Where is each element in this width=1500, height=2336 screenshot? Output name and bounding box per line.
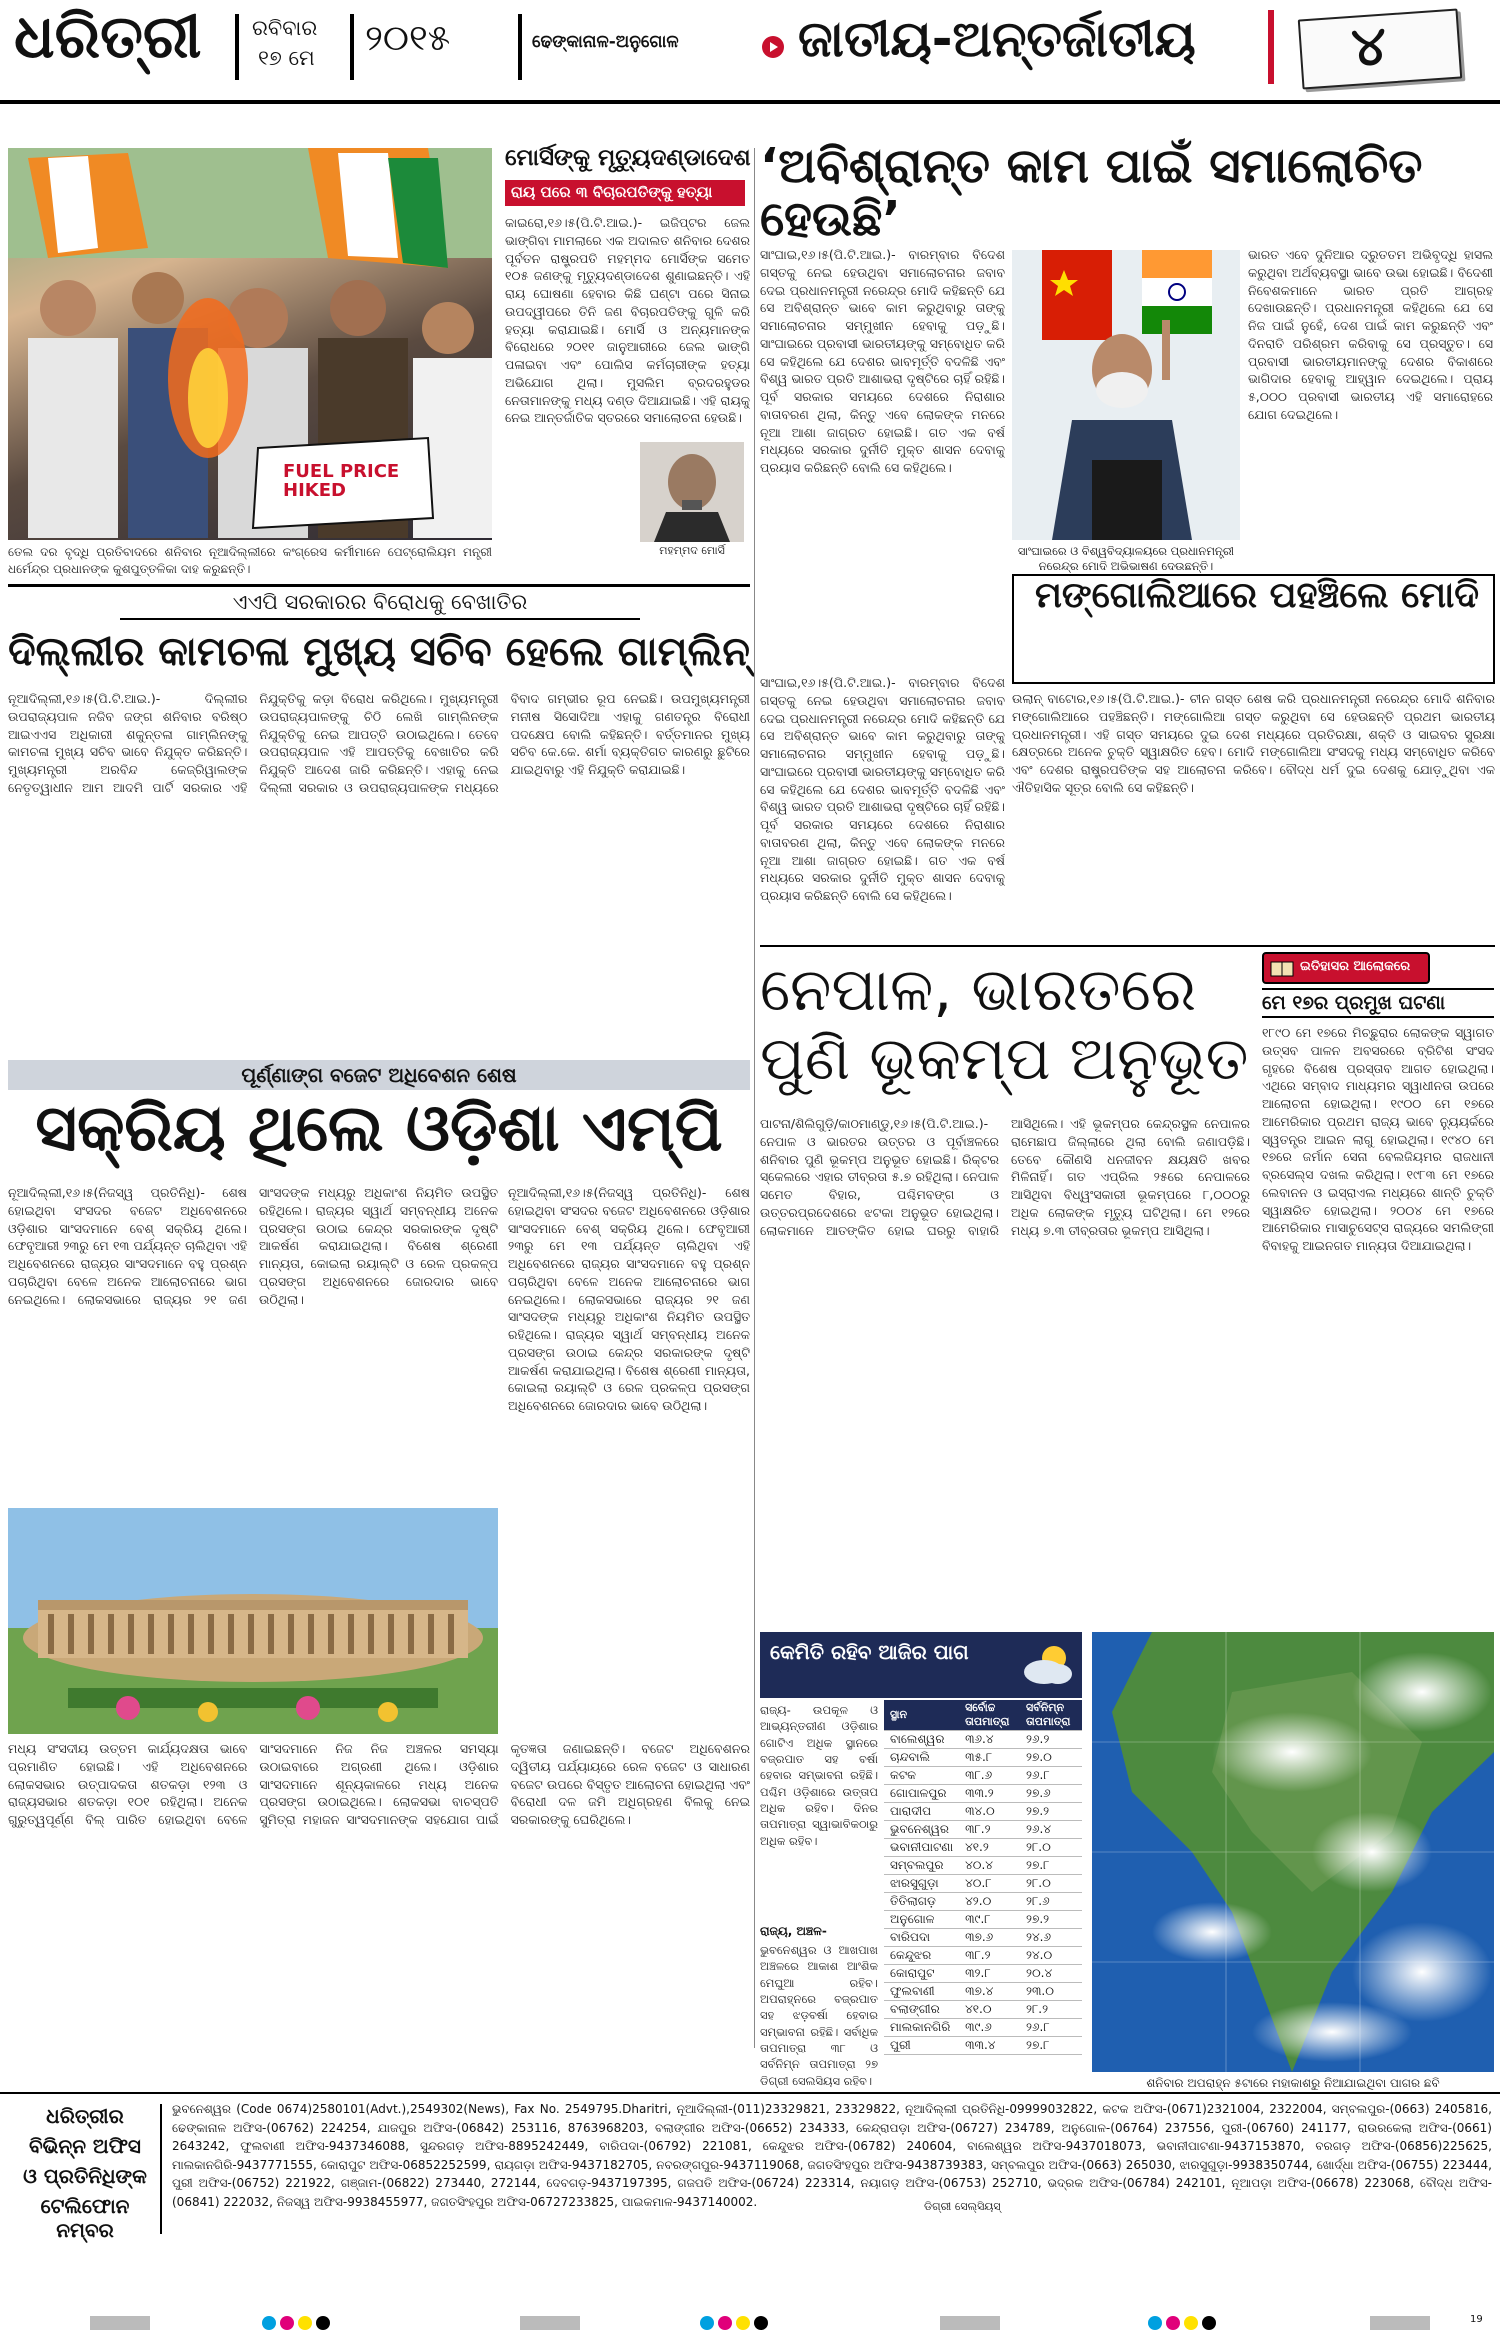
weather-min-cell: ୨୮.୬ <box>1020 1893 1082 1911</box>
cyan-dot <box>262 2316 276 2330</box>
masthead-divider <box>350 14 354 80</box>
weather-table-row <box>884 1875 1082 1893</box>
weather-max-cell: ୩୮.୨ <box>959 1821 1020 1839</box>
weather-header <box>760 1632 1082 1698</box>
black-dot <box>316 2316 330 2330</box>
weather-min-cell: ୨୭.୦ <box>1020 1749 1082 1767</box>
weather-section-label: ରାଜ୍ୟ, ଅଞ୍ଚଳ- <box>760 1924 827 1938</box>
gray-bar <box>1370 2316 1430 2330</box>
history-title: ମେ ୧୭ର ପ୍ରମୁଖ ଘଟଣା <box>1262 988 1494 1018</box>
page-marker: 19 <box>1470 2314 1483 2325</box>
weather-intro-text: ରାଜ୍ୟ- ଉପକୂଳ ଓ ଆଭ୍ୟନ୍ତରୀଣ ଓଡ଼ିଶାର ଗୋଟିଏ ଅଧିକ ସ୍ଥାନରେ ବଜ୍ରପାତ ସହ ବର୍ଷା ହେବାର ସମ୍ଭାବନା ରହିଛି। ପଶ୍ଚିମ ଓଡ଼ିଶାରେ ଉତ୍ତାପ ଅଧିକ ରହିବ। ଦିନର ତାପମାତ୍ରା ସ୍ୱାଭାବିକଠାରୁ ଅଧିକ ରହିବ। <box>760 1703 878 1848</box>
weather-table-row <box>884 1947 1082 1965</box>
weather-max-cell: ୩୭.୬ <box>959 1929 1020 1947</box>
weather-min-cell: ୨୭.୮ <box>1020 2037 1082 2055</box>
weather-place-cell: ସମ୍ବଲପୁର <box>884 1857 959 1875</box>
black-dot <box>754 2316 768 2330</box>
weather-table-row <box>884 2001 1082 2019</box>
modi-body-left: ସାଂଘାଇ,୧୬।୫(ପି.ଟି.ଆଇ.)- ବାରମ୍ବାର ବିଦେଶ ଗସ୍ତକୁ ନେଇ ହେଉଥିବା ସମାଲୋଚନାର ଜବାବ ଦେଇ ପ୍ରଧାନମନ୍ତ୍ରୀ ନରେନ୍ଦ୍ର ମୋଦି କହିଛନ୍ତି ଯେ ସେ ଅବିଶ୍ରାନ୍ତ ଭାବେ କାମ କରୁଥିବାରୁ ତାଙ୍କୁ ସମାଲୋଚନାର ସମ୍ମୁଖୀନ ହେବାକୁ ପଡ଼ୁଛି। ସାଂଘାଇରେ ପ୍ରବାସୀ ଭାରତୀୟଙ୍କୁ ସମ୍ବୋଧିତ କରି ସେ କହିଥିଲେ ଯେ ଦେଶର ଭାବମୂର୍ତ୍ତି ବଦଳିଛି ଏବଂ ବିଶ୍ୱ ଭାରତ ପ୍ରତି ଆଶାଭରା ଦୃଷ୍ଟିରେ ଚାହିଁ ରହିଛି। ପୂର୍ବ ସରକାର ସମୟରେ ଦେଶରେ ନିରାଶାର ବାତାବରଣ ଥିଲା, କିନ୍ତୁ ଏବେ ଲୋକଙ୍କ ମନରେ ନୂଆ ଆଶା ଜାଗ୍ରତ ହୋଇଛି। ଗତ ଏକ ବର୍ଷ ମଧ୍ୟରେ ସରକାର ଦୁର୍ନୀତି ମୁକ୍ତ ଶାସନ ଦେବାକୁ ପ୍ରୟାସ କରିଛନ୍ତି ବୋଲି ସେ କହିଥିଲେ। <box>760 247 1005 475</box>
weather-max-cell: ୪୦.୪ <box>959 1857 1020 1875</box>
weather-place-cell: ବାରିପଦା <box>884 1929 959 1947</box>
weather-table-row <box>884 1893 1082 1911</box>
masthead <box>0 0 1500 100</box>
aap-headline: ଦିଲ୍ଲୀର କାମଚଳା ମୁଖ୍ୟ ସଚିବ ହେଲେ ଗାମ୍ଲିନ୍ <box>8 629 750 675</box>
weather-table <box>884 1700 1082 2055</box>
weather-place-cell: ଅନୁଗୋଳ <box>884 1911 959 1929</box>
weather-min-cell: ୨୬.୮ <box>1020 2019 1082 2037</box>
weather-max-cell: ୩୨.୮ <box>959 1965 1020 1983</box>
weather-table-row <box>884 1749 1082 1767</box>
masthead-weekday: ରବିବାର <box>252 16 318 40</box>
parliament-photo <box>8 1508 498 1734</box>
weather-place-cell: ବାଲେଶ୍ୱର <box>884 1731 959 1749</box>
footer-top-rule <box>0 2092 1500 2094</box>
aap-top-rule <box>8 584 750 587</box>
parliament-kicker-text: ପୂର୍ଣ୍ଣାଙ୍ଗ ବଜେଟ ଅଧିବେଶନ ଶେଷ <box>241 1063 517 1087</box>
protest-photo <box>8 148 492 540</box>
nepal-top-rule <box>760 945 1495 947</box>
weather-table-row <box>884 1983 1082 2001</box>
magenta-dot <box>1166 2316 1180 2330</box>
cyan-dot <box>1148 2316 1162 2330</box>
yellow-dot <box>298 2316 312 2330</box>
parliament-body-top: ନୂଆଦିଲ୍ଲୀ,୧୬।୫(ନିଜସ୍ୱ ପ୍ରତିନିଧି)- ଶେଷ ହୋଇଥିବା ସଂସଦର ବଜେଟ ଅଧିବେଶନରେ ଓଡ଼ିଶାର ସାଂସଦମାନେ ବେଶ୍ ସକ୍ରିୟ ଥିଲେ। ଫେବୃଆରୀ ୨୩ରୁ ମେ ୧୩ ପର୍ଯ୍ୟନ୍ତ ଚାଲିଥିବା ଏହି ଅଧିବେଶନରେ ରାଜ୍ୟର ସାଂସଦମାନେ ବହୁ ପ୍ରଶ୍ନ ପଚାରିଥିବା ବେଳେ ଅନେକ ଆଲୋଚନାରେ ଭାଗ ନେଇଥିଲେ। ଲୋକସଭାରେ ରାଜ୍ୟର ୨୧ ଜଣ ସାଂସଦଙ୍କ ମଧ୍ୟରୁ ଅଧିକାଂଶ ନିୟମିତ ଉପସ୍ଥିତ ରହିଥିଲେ। ରାଜ୍ୟର ସ୍ୱାର୍ଥ ସମ୍ବନ୍ଧୀୟ ଅନେକ ପ୍ରସଙ୍ଗ ଉଠାଇ କେନ୍ଦ୍ର ସରକାରଙ୍କ ଦୃଷ୍ଟି ଆକର୍ଷଣ କରାଯାଇଥିଲା। ବିଶେଷ ଶ୍ରେଣୀ ମାନ୍ୟତା, କୋଇଲା ରୟାଲ୍ଟି ଓ ରେଳ ପ୍ରକଳ୍ପ ପ୍ରସଙ୍ଗ ଅଧିବେଶନରେ ଜୋରଦାର ଭାବେ ଉଠିଥିଲା। <box>8 1185 498 1307</box>
satellite-caption: ଶନିବାର ଅପରାହ୍ନ ୫ଟାରେ ମହାକାଶରୁ ନିଆଯାଇଥିବା ପାଗର ଛବି <box>1146 2076 1440 2090</box>
weather-min-cell: ୨୮.୦ <box>1020 1839 1082 1857</box>
parliament-body-bottom: ମଧ୍ୟ ସଂସଦୀୟ ଉତ୍ତମ କାର୍ଯ୍ୟଦକ୍ଷତା ଭାବେ ପ୍ରମାଣିତ ହୋଇଛି। ଏହି ଅଧିବେଶନରେ ଲୋକସଭାର ଉତ୍ପାଦକତା ଶତକଡ଼ା ୧୨୩ ଓ ରାଜ୍ୟସଭାର ଶତକଡ଼ା ୧୦୧ ରହିଥିଲା। ଅନେକ ଗୁରୁତ୍ୱପୂର୍ଣ୍ଣ ବିଲ୍ ପାରିତ ହୋଇଥିବା ବେଳେ ସାଂସଦମାନେ ନିଜ ନିଜ ଅଞ୍ଚଳର ସମସ୍ୟା ଉଠାଇବାରେ ଅଗ୍ରଣୀ ଥିଲେ। ଓଡ଼ିଶାର ସାଂସଦମାନେ ଶୂନ୍ୟକାଳରେ ମଧ୍ୟ ଅନେକ ପ୍ରସଙ୍ଗ ଉଠାଇଥିଲେ। ଲୋକସଭା ବାଚସ୍ପତି ସୁମିତ୍ରା ମହାଜନ ସାଂସଦମାନଙ୍କ ସହଯୋଗ ପାଇଁ କୃତଜ୍ଞତା ଜଣାଇଛନ୍ତି। ବଜେଟ ଅଧିବେଶନର ଦ୍ୱିତୀୟ ପର୍ଯ୍ୟାୟରେ ରେଳ ବଜେଟ ଓ ସାଧାରଣ ବଜେଟ ଉପରେ ବିସ୍ତୃତ ଆଲୋଚନା ହୋଇଥିଲା ଏବଂ ବିରୋଧୀ ଦଳ ଜମି ଅଧିଗ୍ରହଣ ବିଲକୁ ନେଇ ସରକାରଙ୍କୁ ଘେରିଥିଲେ। <box>8 1741 750 1827</box>
history-body: ୧୮୯୦ ମେ ୧୭ରେ ମିଚ୍ଛୁରାର ଲୋକଙ୍କ ସ୍ୱାଗତ ଉତ୍ସବ ପାଳନ ଅବସରରେ ବ୍ରିଟିଶ ସଂସଦ ଗୃହରେ ବିଶେଷ ପ୍ରସ୍ତାବ ଆଗତ ହୋଇଥିଲା। ଏଥିରେ ସମ୍ବାଦ ମାଧ୍ୟମର ସ୍ୱାଧୀନତା ଉପରେ ଆଲୋଚନା ହୋଇଥିଲା। ୧୯୦୦ ମେ ୧୭ରେ ଆମେରିକାର ପ୍ରଥମ ରାଜ୍ୟ ଭାବେ ନ୍ୟୁୟର୍କରେ ସ୍ୱତନ୍ତ୍ର ଆଇନ ଲାଗୁ ହୋଇଥିଲା। ୧୯୪୦ ମେ ୧୭ରେ ଜର୍ମାନ ସେନା ବେଲଜିୟମର ରାଜଧାନୀ ବ୍ରସେଲ୍ସ ଦଖଲ କରିଥିଲା। ୧୯୮୩ ମେ ୧୭ରେ ଲେବାନନ ଓ ଇସ୍ରାଏଲ ମଧ୍ୟରେ ଶାନ୍ତି ଚୁକ୍ତି ସ୍ୱାକ୍ଷରିତ ହୋଇଥିଲା। ୨୦୦୪ ମେ ୧୭ରେ ଆମେରିକାର ମାସାଚୁସେଟ୍ସ ରାଜ୍ୟରେ ସମଲିଙ୍ଗୀ ବିବାହକୁ ଆଇନଗତ ମାନ୍ୟତା ଦିଆଯାଇଥିଲା। <box>1262 1025 1494 1253</box>
modi-photo <box>1012 250 1240 540</box>
weather-max-cell: ୩୮.୬ <box>959 1767 1020 1785</box>
weather-col-place: ସ୍ଥାନ <box>884 1700 959 1731</box>
page-number: ୪ <box>1349 13 1389 79</box>
parliament-kicker <box>8 1060 750 1090</box>
weather-table-row <box>884 1857 1082 1875</box>
footer-label <box>10 2104 162 2242</box>
modi-photo-caption: ସାଂଘାଇରେ ଓ ବିଶ୍ୱବିଦ୍ୟାଳୟରେ ପ୍ରଧାନମନ୍ତ୍ରୀ ନରେନ୍ଦ୍ର ମୋଦି ଅଭିଭାଷଣ ଦେଉଛନ୍ତି। <box>1017 544 1235 573</box>
weather-place-cell: ଚାନ୍ଦବାଲି <box>884 1749 959 1767</box>
column-divider <box>754 148 755 2048</box>
weather-max-cell: ୩୩.୨ <box>959 1785 1020 1803</box>
black-dot <box>1202 2316 1216 2330</box>
weather-table-row <box>884 1839 1082 1857</box>
weather-min-cell: ୨୬.୮ <box>1020 1767 1082 1785</box>
weather-place-cell: ଝାରସୁଗୁଡ଼ା <box>884 1875 959 1893</box>
weather-max-cell: ୩୪.୦ <box>959 1803 1020 1821</box>
aap-body: ନୂଆଦିଲ୍ଲୀ,୧୬।୫(ପି.ଟି.ଆଇ.)- ଦିଲ୍ଲୀର ଉପରାଜ୍ୟପାଳ ନଜିବ ଜଙ୍ଗ ଶନିବାର ବରିଷ୍ଠ ଆଇଏଏସ ଅଧିକାରୀ ଶକୁନ୍ତଳା ଗାମ୍ଲିନଙ୍କୁ କାମଚଳା ମୁଖ୍ୟ ସଚିବ ଭାବେ ନିଯୁକ୍ତ କରିଛନ୍ତି। ମୁଖ୍ୟମନ୍ତ୍ରୀ ଅରବିନ୍ଦ କେଜ୍ରିୱାଲଙ୍କ ନେତୃତ୍ୱାଧୀନ ଆମ ଆଦମି ପାର୍ଟି ସରକାର ଏହି ନିଯୁକ୍ତିକୁ କଡ଼ା ବିରୋଧ କରିଥିଲେ। ମୁଖ୍ୟମନ୍ତ୍ରୀ ଉପରାଜ୍ୟପାଳଙ୍କୁ ଚିଠି ଲେଖି ଗାମ୍ଲିନଙ୍କ ନିଯୁକ୍ତିକୁ ନେଇ ଆପତ୍ତି ଉଠାଇଥିଲେ। ତେବେ ଉପରାଜ୍ୟପାଳ ଏହି ଆପତ୍ତିକୁ ବେଖାତିର କରି ନିଯୁକ୍ତି ଆଦେଶ ଜାରି କରିଛନ୍ତି। ଏହାକୁ ନେଇ ଦିଲ୍ଲୀ ସରକାର ଓ ଉପରାଜ୍ୟପାଳଙ୍କ ମଧ୍ୟରେ ବିବାଦ ଗମ୍ଭୀର ରୂପ ନେଇଛି। ଉପମୁଖ୍ୟମନ୍ତ୍ରୀ ମନୀଷ ସିସୋଦିଆ ଏହାକୁ ଗଣତନ୍ତ୍ର ବିରୋଧୀ ପଦକ୍ଷେପ ବୋଲି କହିଛନ୍ତି। ବର୍ତ୍ତମାନର ମୁଖ୍ୟ ସଚିବ କେ.କେ. ଶର୍ମା ବ୍ୟକ୍ତିଗତ କାରଣରୁ ଛୁଟିରେ ଯାଇଥିବାରୁ ଏହି ନିଯୁକ୍ତି କରାଯାଇଛି। <box>8 691 750 795</box>
parliament-body-right: ନୂଆଦିଲ୍ଲୀ,୧୬।୫(ନିଜସ୍ୱ ପ୍ରତିନିଧି)- ଶେଷ ହୋଇଥିବା ସଂସଦର ବଜେଟ ଅଧିବେଶନରେ ଓଡ଼ିଶାର ସାଂସଦମାନେ ବେଶ୍ ସକ୍ରିୟ ଥିଲେ। ଫେବୃଆରୀ ୨୩ରୁ ମେ ୧୩ ପର୍ଯ୍ୟନ୍ତ ଚାଲିଥିବା ଏହି ଅଧିବେଶନରେ ରାଜ୍ୟର ସାଂସଦମାନେ ବହୁ ପ୍ରଶ୍ନ ପଚାରିଥିବା ବେଳେ ଅନେକ ଆଲୋଚନାରେ ଭାଗ ନେଇଥିଲେ। ଲୋକସଭାରେ ରାଜ୍ୟର ୨୧ ଜଣ ସାଂସଦଙ୍କ ମଧ୍ୟରୁ ଅଧିକାଂଶ ନିୟମିତ ଉପସ୍ଥିତ ରହିଥିଲେ। ରାଜ୍ୟର ସ୍ୱାର୍ଥ ସମ୍ବନ୍ଧୀୟ ଅନେକ ପ୍ରସଙ୍ଗ ଉଠାଇ କେନ୍ଦ୍ର ସରକାରଙ୍କ ଦୃଷ୍ଟି ଆକର୍ଷଣ କରାଯାଇଥିଲା। ବିଶେଷ ଶ୍ରେଣୀ ମାନ୍ୟତା, କୋଇଲା ରୟାଲ୍ଟି ଓ ରେଳ ପ୍ରକଳ୍ପ ପ୍ରସଙ୍ଗ ଅଧିବେଶନରେ ଜୋରଦାର ଭାବେ ଉଠିଥିଲା। <box>508 1185 750 1413</box>
footer-label-line-1: ଧରିତ୍ରୀର <box>46 2104 124 2128</box>
weather-place-cell: ବଲାଙ୍ଗୀର <box>884 2001 959 2019</box>
weather-table-row <box>884 1767 1082 1785</box>
aap-kicker: ଏଏପି ସରକାରର ବିରୋଧକୁ ବେଖାତିର <box>120 590 640 620</box>
yellow-dot <box>736 2316 750 2330</box>
masthead-bottom-rule <box>0 100 1500 104</box>
weather-min-cell: ୨୪.୦ <box>1020 1947 1082 1965</box>
magenta-dot <box>280 2316 294 2330</box>
weather-table-row <box>884 1965 1082 1983</box>
gray-bar <box>940 2316 1000 2330</box>
weather-table-row <box>884 1929 1082 1947</box>
weather-table-header <box>884 1700 1082 1731</box>
weather-footnote: ଡିଗ୍ରୀ ସେଲ୍‌ସିୟସ୍ <box>924 2200 1001 2213</box>
newspaper-logo: ଧରିତ୍ରୀ <box>14 2 202 72</box>
weather-min-cell: ୨୭.୨ <box>1020 1911 1082 1929</box>
weather-cloud-icon <box>1018 1640 1074 1694</box>
weather-place-cell: ଫୁଲବାଣୀ <box>884 1983 959 2001</box>
weather-place-cell: ଭୁବନେଶ୍ୱର <box>884 1821 959 1839</box>
history-label-badge <box>1262 952 1430 984</box>
masthead-year: ୨୦୧୫ <box>365 18 451 59</box>
magenta-dot <box>718 2316 732 2330</box>
weather-min-cell: ୨୬.୪ <box>1020 1821 1082 1839</box>
weather-place-cell: ଭବାନୀପାଟଣା <box>884 1839 959 1857</box>
weather-title: କେମିତି ରହିବ ଆଜିର ପାଗ <box>770 1640 969 1664</box>
weather-table-row <box>884 1731 1082 1749</box>
weather-max-cell: ୩୯.୮ <box>959 1911 1020 1929</box>
weather-min-cell: ୨୮.୨ <box>1020 2001 1082 2019</box>
cyan-dot <box>700 2316 714 2330</box>
masthead-red-divider <box>1268 10 1274 84</box>
protest-placard-text: FUEL PRICE HIKED <box>283 461 400 501</box>
weather-table-row <box>884 1803 1082 1821</box>
weather-max-cell: ୩୩.୪ <box>959 2037 1020 2055</box>
weather-max-cell: ୩୭.୪ <box>959 1983 1020 2001</box>
modi-headline: ‘ଅବିଶ୍ରାନ୍ତ କାମ ପାଇଁ ସମାଲୋଚିତ ହେଉଛି’ <box>760 138 1423 247</box>
weather-col-max: ସର୍ବୋଚ୍ଚ ତାପମାତ୍ରା <box>959 1700 1020 1731</box>
satellite-image <box>1092 1632 1494 2072</box>
weather-min-cell: ୨୬.୨ <box>1020 1731 1082 1749</box>
gray-bar <box>90 2316 150 2330</box>
masthead-divider <box>518 14 522 80</box>
footer-phone-list: ଭୁବନେଶ୍ୱର (Code 0674)2580101(Advt.),2549302(News), Fax No. 2549795.Dharitri, ନୂଆଦିଲ୍ଲୀ-(011)23329821, 23329822, ନୂଆଦିଲ୍ଲୀ ପ୍ରତିନିଧି-09999032822, କଟକ ଅଫିସ-(0671)2321004, 2322004, ସମ୍ବଲପୁର-(0663) 2405816, ଢେଙ୍କାନାଳ ଅଫିସ-(06762) 224254, ଯାଜପୁର ଅଫିସ-(06842) 253116, 8763968203, ବଲାଙ୍ଗୀର ଅଫିସ-(06652) 234333, କେନ୍ଦ୍ରାପଡ଼ା ଅଫିସ-(06727) 234789, ଅନୁଗୋଳ-(06764) 237556, ପୁରୀ-(06760) 241177, ରାଉରକେଲା ଅଫିସ-(0661) 2643242, ଫୁଲବାଣୀ ଅଫିସ-9437346088, ସୁନ୍ଦରଗଡ଼ ଅଫିସ-8895242449, ବାରିପଦା-(06792) 221081, କେନ୍ଦୁଝର ଅଫିସ-(06782) 240604, ବାଲେଶ୍ୱର ଅଫିସ-9437018073, ଭବାନୀପାଟଣା-9437153870, ବରଗଡ଼ ଅଫିସ-(06856)225625, ମାଲକାନଗିରି-9437771555, କୋରାପୁଟ ଅଫିସ-06852252599, ରାୟଗଡ଼ା ଅଫିସ-9437182705, ନବରଙ୍ଗପୁର-9437119068, ଜଗତସିଂହପୁର ଅଫିସ-9438739383, ସମ୍ବଲପୁର ଅଫିସ-(0663) 265030, ଝାରସୁଗୁଡ଼ା-9938350744, ଖୋର୍ଦ୍ଧା ଅଫିସ-(06755) 223444, ପୁରୀ ଅଫିସ-(06752) 221922, ଗଞ୍ଜାମ-(06822) 273440, 272144, ଦେବଗଡ଼-9437197395, ଗଜପତି ଅଫିସ-(06724) 223314, ନୟାଗଡ଼ ଅଫିସ-(06753) 252710, ଭଦ୍ରକ ଅଫିସ-(06784) 242101, ନୂଆପଡ଼ା ଅଫିସ-(06678) 223068, ବୌଦ୍ଧ ଅଫିସ-(06841) 222032, ନିଜସ୍ୱ ଅଫିସ-9938455977, ଜଗତସିଂହପୁର ଅଫିସ-06727233825, ପାଇକମାଳ-9437140002. <box>172 2102 1492 2209</box>
weather-place-cell: ମାଲକାନଗିରି <box>884 2019 959 2037</box>
print-marks <box>0 2310 1500 2336</box>
history-book-icon <box>1270 960 1294 982</box>
weather-max-cell: ୩୮.୨ <box>959 1947 1020 1965</box>
weather-min-cell: ୨୭.୮ <box>1020 1857 1082 1875</box>
morsi-photo-caption: ମହମ୍ମଦ ମୋର୍ସି <box>659 544 725 557</box>
masthead-divider <box>235 14 239 80</box>
mongolia-headline: ମଙ୍ଗୋଲିଆରେ ପହଞ୍ଚିଲେ ମୋଦି <box>1034 575 1480 616</box>
weather-max-cell: ୪୧.୦ <box>959 2001 1020 2019</box>
play-icon <box>762 36 784 58</box>
parliament-headline: ସକ୍ରିୟ ଥିଲେ ଓଡ଼ିଶା ଏମ୍‌ପି <box>35 1092 723 1166</box>
nepal-headline: ନେପାଳ, ଭାରତରେ ପୁଣି ଭୂକମ୍ପ ଅନୁଭୂତ <box>760 955 1249 1094</box>
weather-place-cell: କେନ୍ଦୁଝର <box>884 1947 959 1965</box>
weather-min-cell: ୨୮.୦ <box>1020 1875 1082 1893</box>
weather-max-cell: ୩୬.୪ <box>959 1731 1020 1749</box>
morsi-photo <box>640 442 744 542</box>
weather-table-row <box>884 1821 1082 1839</box>
protest-photo-caption: ତେଲ ଦର ବୃଦ୍ଧି ପ୍ରତିବାଦରେ ଶନିବାର ନୂଆଦିଲ୍ଲୀରେ କଂଗ୍ରେସ କର୍ମୀମାନେ ପେଟ୍ରୋଲିୟମ ମନ୍ତ୍ରୀ ଧର୍ମେନ୍ଦ୍ର ପ୍ରଧାନଙ୍କ କୁଶପୁତ୍ତଳିକା ଦାହ କରୁଛନ୍ତି। <box>8 545 492 577</box>
weather-max-cell: ୪୧.୨ <box>959 1839 1020 1857</box>
weather-max-cell: ୪୦.୮ <box>959 1875 1020 1893</box>
weather-place-cell: ପାରାଦୀପ <box>884 1803 959 1821</box>
modi-body-continued: ସାଂଘାଇ,୧୬।୫(ପି.ଟି.ଆଇ.)- ବାରମ୍ବାର ବିଦେଶ ଗସ୍ତକୁ ନେଇ ହେଉଥିବା ସମାଲୋଚନାର ଜବାବ ଦେଇ ପ୍ରଧାନମନ୍ତ୍ରୀ ନରେନ୍ଦ୍ର ମୋଦି କହିଛନ୍ତି ଯେ ସେ ଅବିଶ୍ରାନ୍ତ ଭାବେ କାମ କରୁଥିବାରୁ ତାଙ୍କୁ ସମାଲୋଚନାର ସମ୍ମୁଖୀନ ହେବାକୁ ପଡ଼ୁଛି। ସାଂଘାଇରେ ପ୍ରବାସୀ ଭାରତୀୟଙ୍କୁ ସମ୍ବୋଧିତ କରି ସେ କହିଥିଲେ ଯେ ଦେଶର ଭାବମୂର୍ତ୍ତି ବଦଳିଛି ଏବଂ ବିଶ୍ୱ ଭାରତ ପ୍ରତି ଆଶାଭରା ଦୃଷ୍ଟିରେ ଚାହିଁ ରହିଛି। ପୂର୍ବ ସରକାର ସମୟରେ ଦେଶରେ ନିରାଶାର ବାତାବରଣ ଥିଲା, କିନ୍ତୁ ଏବେ ଲୋକଙ୍କ ମନରେ ନୂଆ ଆଶା ଜାଗ୍ରତ ହୋଇଛି। ଗତ ଏକ ବର୍ଷ ମଧ୍ୟରେ ସରକାର ଦୁର୍ନୀତି ମୁକ୍ତ ଶାସନ ଦେବାକୁ ପ୍ରୟାସ କରିଛନ୍ତି ବୋଲି ସେ କହିଥିଲେ। <box>760 675 1005 903</box>
weather-place-cell: ତିତିଲାଗଡ଼ <box>884 1893 959 1911</box>
weather-min-cell: ୨୩.୦ <box>1020 1983 1082 2001</box>
yellow-dot <box>1184 2316 1198 2330</box>
weather-table-row <box>884 1785 1082 1803</box>
weather-max-cell: ୩୯.୬ <box>959 2019 1020 2037</box>
weather-table-row <box>884 2037 1082 2055</box>
page-number-sheet <box>1298 9 1462 90</box>
history-label: ଇତିହାସର ଆଲୋକରେ <box>1300 959 1411 974</box>
weather-place-cell: କଟକ <box>884 1767 959 1785</box>
weather-max-cell: ୪୨.୦ <box>959 1893 1020 1911</box>
weather-place-cell: ଗୋପାଳପୁର <box>884 1785 959 1803</box>
gray-bar <box>520 2316 580 2330</box>
section-title: ଜାତୀୟ-ଅନ୍ତର୍ଜାତୀୟ <box>798 10 1196 68</box>
masthead-date: ୧୭ ମେ <box>258 46 315 70</box>
weather-min-cell: ୨୪.୬ <box>1020 1929 1082 1947</box>
footer-label-line-4: ଟେଲିଫୋନ ନମ୍ବର <box>40 2194 130 2242</box>
weather-max-cell: ୩୫.୮ <box>959 1749 1020 1767</box>
weather-place-cell: ପୁରୀ <box>884 2037 959 2055</box>
masthead-edition: ଢେଙ୍କାନାଳ-ଅନୁଗୋଳ <box>532 32 679 52</box>
weather-table-row <box>884 2019 1082 2037</box>
weather-table-wrap <box>884 1700 1082 2213</box>
morsi-subhead: ରାୟ ପରେ ୩ ବିଚାରପତିଙ୍କୁ ହତ୍ୟା <box>505 180 745 206</box>
weather-min-cell: ୨୭.୬ <box>1020 1785 1082 1803</box>
nepal-body: ପାଟନା/ଶିଲିଗୁଡ଼ି/କାଠମାଣ୍ଡୁ,୧୬।୫(ପି.ଟି.ଆଇ.)- ନେପାଳ ଓ ଭାରତର ଉତ୍ତର ଓ ପୂର୍ବାଞ୍ଚଳରେ ଶନିବାର ପୁଣି ଭୂକମ୍ପ ଅନୁଭୂତ ହୋଇଛି। ରିକ୍ଟର ସ୍କେଲରେ ଏହାର ତୀବ୍ରତା ୫.୭ ରହିଥିଲା। ନେପାଳ ସମେତ ବିହାର, ପଶ୍ଚିମବଙ୍ଗ ଓ ଉତ୍ତରପ୍ରଦେଶରେ ଝଟକା ଅନୁଭୂତ ହୋଇଥିଲା। ଲୋକମାନେ ଆତଙ୍କିତ ହୋଇ ଘରରୁ ବାହାରି ଆସିଥିଲେ। ଏହି ଭୂକମ୍ପର କେନ୍ଦ୍ରସ୍ଥଳ ନେପାଳର ରାମେଛାପ ଜିଲ୍ଲାରେ ଥିଲା ବୋଲି ଜଣାପଡ଼ିଛି। ତେବେ କୌଣସି ଧନଜୀବନ କ୍ଷୟକ୍ଷତି ଖବର ମିଳିନାହିଁ। ଗତ ଏପ୍ରିଲ ୨୫ରେ ନେପାଳରେ ଆସିଥିବା ବିଧ୍ୱଂସକାରୀ ଭୂକମ୍ପରେ ୮,୦୦୦ରୁ ଅଧିକ ଲୋକଙ୍କ ମୃତ୍ୟୁ ଘଟିଥିଲା। ମେ ୧୨ରେ ମଧ୍ୟ ୭.୩ ତୀବ୍ରତାର ଭୂକମ୍ପ ଆସିଥିଲା। <box>760 1116 1250 1238</box>
weather-min-cell: ୨୭.୨ <box>1020 1803 1082 1821</box>
weather-section-text: ଭୁବନେଶ୍ୱର ଓ ଆଖପାଖ ଅଞ୍ଚଳରେ ଆକାଶ ଆଂଶିକ ମେଘୁଆ ରହିବ। ଅପରାହ୍ନରେ ବଜ୍ରପାତ ସହ ଝଡ଼ବର୍ଷା ହେବାର ସମ୍ଭାବନା ରହିଛି। ସର୍ବାଧିକ ତାପମାତ୍ରା ୩୮ ଓ ସର୍ବନିମ୍ନ ତାପମାତ୍ରା ୨୭ ଡିଗ୍ରୀ ସେଲସିୟସ ରହିବ। <box>760 1943 878 2088</box>
footer-label-line-3: ଓ ପ୍ରତିନିଧିଙ୍କ <box>23 2164 147 2188</box>
mongolia-body: ଉଲାନ୍ ବାଟୋର,୧୬।୫(ପି.ଟି.ଆଇ.)- ଚୀନ ଗସ୍ତ ଶେଷ କରି ପ୍ରଧାନମନ୍ତ୍ରୀ ନରେନ୍ଦ୍ର ମୋଦି ଶନିବାର ମଙ୍ଗୋଲିଆରେ ପହଞ୍ଚିଛନ୍ତି। ମଙ୍ଗୋଲିଆ ଗସ୍ତ କରୁଥିବା ସେ ହେଉଛନ୍ତି ପ୍ରଥମ ଭାରତୀୟ ପ୍ରଧାନମନ୍ତ୍ରୀ। ଏହି ଗସ୍ତ ସମୟରେ ଦୁଇ ଦେଶ ମଧ୍ୟରେ ପ୍ରତିରକ୍ଷା, ଶକ୍ତି ଓ ସାଇବର ସୁରକ୍ଷା କ୍ଷେତ୍ରରେ ଅନେକ ଚୁକ୍ତି ସ୍ୱାକ୍ଷରିତ ହେବ। ମୋଦି ମଙ୍ଗୋଲିଆ ସଂସଦକୁ ମଧ୍ୟ ସମ୍ବୋଧିତ କରିବେ ଏବଂ ଦେଶର ରାଷ୍ଟ୍ରପତିଙ୍କ ସହ ଆଲୋଚନା କରିବେ। ବୌଦ୍ଧ ଧର୍ମ ଦୁଇ ଦେଶକୁ ଯୋଡ଼ୁଥିବା ଏକ ଐତିହାସିକ ସୂତ୍ର ବୋଲି ସେ କହିଛନ୍ତି। <box>1012 691 1495 795</box>
weather-col-min: ସର୍ବନିମ୍ନ ତାପମାତ୍ରା <box>1020 1700 1082 1731</box>
weather-place-cell: କୋରାପୁଟ <box>884 1965 959 1983</box>
morsi-body: କାଇରୋ,୧୬।୫(ପି.ଟି.ଆଇ.)- ଇଜିପ୍ଟର ଜେଲ ଭାଙ୍ଗିବା ମାମଲାରେ ଏକ ଅଦାଲତ ଶନିବାର ଦେଶର ପୂର୍ବତନ ରାଷ୍ଟ୍ରପତି ମହମ୍ମଦ ମୋର୍ସିଙ୍କ ସମେତ ୧୦୫ ଜଣଙ୍କୁ ମୃତ୍ୟୁଦଣ୍ଡାଦେଶ ଶୁଣାଇଛନ୍ତି। ଏହି ରାୟ ଘୋଷଣା ହେବାର କିଛି ଘଣ୍ଟା ପରେ ସିନାଇ ଉପଦ୍ୱୀପରେ ତିନି ଜଣ ବିଚାରପତିଙ୍କୁ ଗୁଳି କରି ହତ୍ୟା କରାଯାଇଛି। ମୋର୍ସି ଓ ଅନ୍ୟମାନଙ୍କ ବିରୋଧରେ ୨୦୧୧ ଜାନୁଆରୀରେ ଜେଲ ଭାଙ୍ଗି ପଳାଇବା ଏବଂ ପୋଲିସ କର୍ମଚାରୀଙ୍କ ହତ୍ୟା ଅଭିଯୋଗ ଥିଲା। ମୁସଲିମ ବ୍ରଦରହୁଡର ନେତାମାନଙ୍କୁ ମଧ୍ୟ ଦଣ୍ଡ ଦିଆଯାଇଛି। ଏହି ରାୟକୁ ନେଇ ଆନ୍ତର୍ଜାତିକ ସ୍ତରରେ ସମାଲୋଚନା ହେଉଛି। <box>505 215 750 426</box>
weather-intro <box>760 1702 878 1922</box>
footer-label-line-2: ବିଭିନ୍ନ ଅଫିସ <box>29 2134 141 2158</box>
weather-table-row <box>884 1911 1082 1929</box>
weather-min-cell: ୨୦.୪ <box>1020 1965 1082 1983</box>
morsi-headline: ମୋର୍ସିଙ୍କୁ ମୃତ୍ୟୁଦଣ୍ଡାଦେଶ <box>505 145 751 171</box>
modi-body-right: ଭାରତ ଏବେ ଦୁନିଆର ଦ୍ରୁତତମ ଅଭିବୃଦ୍ଧି ହାସଲ କରୁଥିବା ଅର୍ଥବ୍ୟବସ୍ଥା ଭାବେ ଉଭା ହୋଇଛି। ବିଦେଶୀ ନିବେଶକମାନେ ଭାରତ ପ୍ରତି ଆଗ୍ରହ ଦେଖାଉଛନ୍ତି। ପ୍ରଧାନମନ୍ତ୍ରୀ କହିଥିଲେ ଯେ ସେ ନିଜ ପାଇଁ ନୁହେଁ, ଦେଶ ପାଇଁ କାମ କରୁଛନ୍ତି ଏବଂ ଦିନରାତି ପରିଶ୍ରମ କରିବାକୁ ସେ ପ୍ରସ୍ତୁତ। ସେ ପ୍ରବାସୀ ଭାରତୀୟମାନଙ୍କୁ ଦେଶର ବିକାଶରେ ଭାଗିଦାର ହେବାକୁ ଆହ୍ୱାନ ଦେଇଥିଲେ। ପ୍ରାୟ ୫,୦୦୦ ପ୍ରବାସୀ ଭାରତୀୟ ଏହି ସମାରୋହରେ ଯୋଗ ଦେଇଥିଲେ। <box>1248 247 1493 422</box>
